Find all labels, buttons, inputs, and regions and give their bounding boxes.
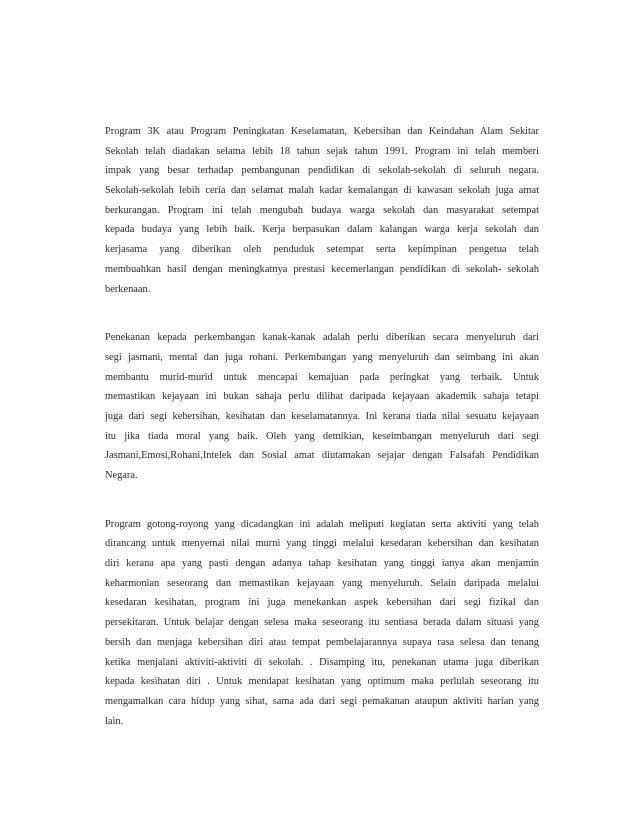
- text-line: Jasmani,Emosi,Rohani,Intelek dan Sosial amat diutamakan sejajar dengan Falsafah Pendidikan: [105, 450, 539, 462]
- text-line: diri kerana apa yang pasti dengan adanya tahap kesihatan yang tinggi ianya akan menjamin: [105, 558, 539, 570]
- text-line: impak yang besar terhadap pembangunan pendidikan di sekolah-sekolah di seluruh negara.: [105, 165, 539, 177]
- text-line: dirancang untuk menyemai nilai murni yang tinggi melalui kesedaran kebersihan dan kesihatan: [105, 538, 539, 550]
- text-line: membantu murid-murid untuk mencapai kemajuan pada peringkat yang terbaik. Untuk: [105, 371, 539, 383]
- text-line: keharmonian seseorang dan memastikan kejayaan yang menyeluruh. Selain daripada melalui: [105, 577, 539, 589]
- text-line: Program gotong-royong yang dicadangkan ini adalah meliputi kegiatan serta aktiviti yang telah: [105, 518, 539, 530]
- text-line: persekitaran. Untuk belajar dengan selesa maka seseorang itu sentiasa berada dalam situasi yang: [105, 617, 539, 629]
- text-line: Penekanan kepada perkembangan kanak-kanak adalah perlu diberikan secara menyeluruh dari: [105, 332, 539, 344]
- text-line: kepada kesihatan diri . Untuk mendapat kesihatan yang optimum maka perlulah seseorang itu: [105, 676, 539, 688]
- text-line: Negara.: [105, 470, 138, 481]
- text-line: lain.: [105, 715, 124, 727]
- text-line: itu jika tiada moral yang baik. Oleh yang demikian, keseimbangan menyeluruh dari segi: [105, 430, 539, 442]
- text-line: kepada budaya yang lebih baik. Kerja berpasukan dalam kalangan warga kerja sekolah dan: [105, 224, 539, 236]
- text-line: Program 3K atau Program Peningkatan Keselamatan, Kebersihan dan Keindahan Alam Sekitar: [105, 126, 539, 137]
- paragraph-2: [105, 328, 539, 486]
- text-line: juga dari segi kebersihan, kesihatan dan keselamatannya. Ini kerana tiada nilai sesuatu kejayaan: [105, 410, 539, 422]
- text-line: bersih dan menjaga kebersihan diri atau tempat pembelajarannya supaya rasa selesa dan tenang: [105, 636, 539, 648]
- text-line: ketika menjalani aktiviti-aktiviti di sekolah. . Disamping itu, penekanan utama juga diberikan: [105, 656, 539, 668]
- text-line: kerjasama yang diberikan oleh penduduk setempat serta kepimpinan pengetua telah: [105, 244, 539, 256]
- text-line: membuahkan hasil dengan meningkatnya prestasi kecemerlangan pendidikan di sekolah- sekolah: [105, 263, 539, 275]
- text-line: mengamalkan cara hidup yang sihat, sama ada dari segi pemakanan ataupun aktiviti harian yang: [105, 695, 539, 707]
- text-line: memastikan kejayaan ini bukan sahaja perlu dilihat daripada kejayaan akademik sahaja tetapi: [105, 391, 539, 403]
- text-line: segi jasmani, mental dan juga rohani. Perkembangan yang menyeluruh dan seimbang ini akan: [105, 351, 539, 363]
- text-line: berkurangan. Program ini telah mengubah budaya warga sekolah dan masyarakat setempat: [105, 204, 539, 216]
- text-line: Sekolah telah diadakan selama lebih 18 tahun sejak tahun 1991. Program ini telah memberi: [105, 145, 539, 157]
- document-body: [105, 122, 539, 731]
- text-line: kesedaran kesihatan, program ini juga menekankan aspek kebersihan dari segi fizikal dan: [105, 597, 539, 609]
- text-line: berkenaan.: [105, 283, 151, 295]
- text-line: Sekolah-sekolah lebih ceria dan selamat malah kadar kemalangan di kawasan sekolah juga amat: [105, 185, 539, 197]
- paragraph-3: [105, 515, 539, 732]
- paragraph-1: [105, 122, 539, 299]
